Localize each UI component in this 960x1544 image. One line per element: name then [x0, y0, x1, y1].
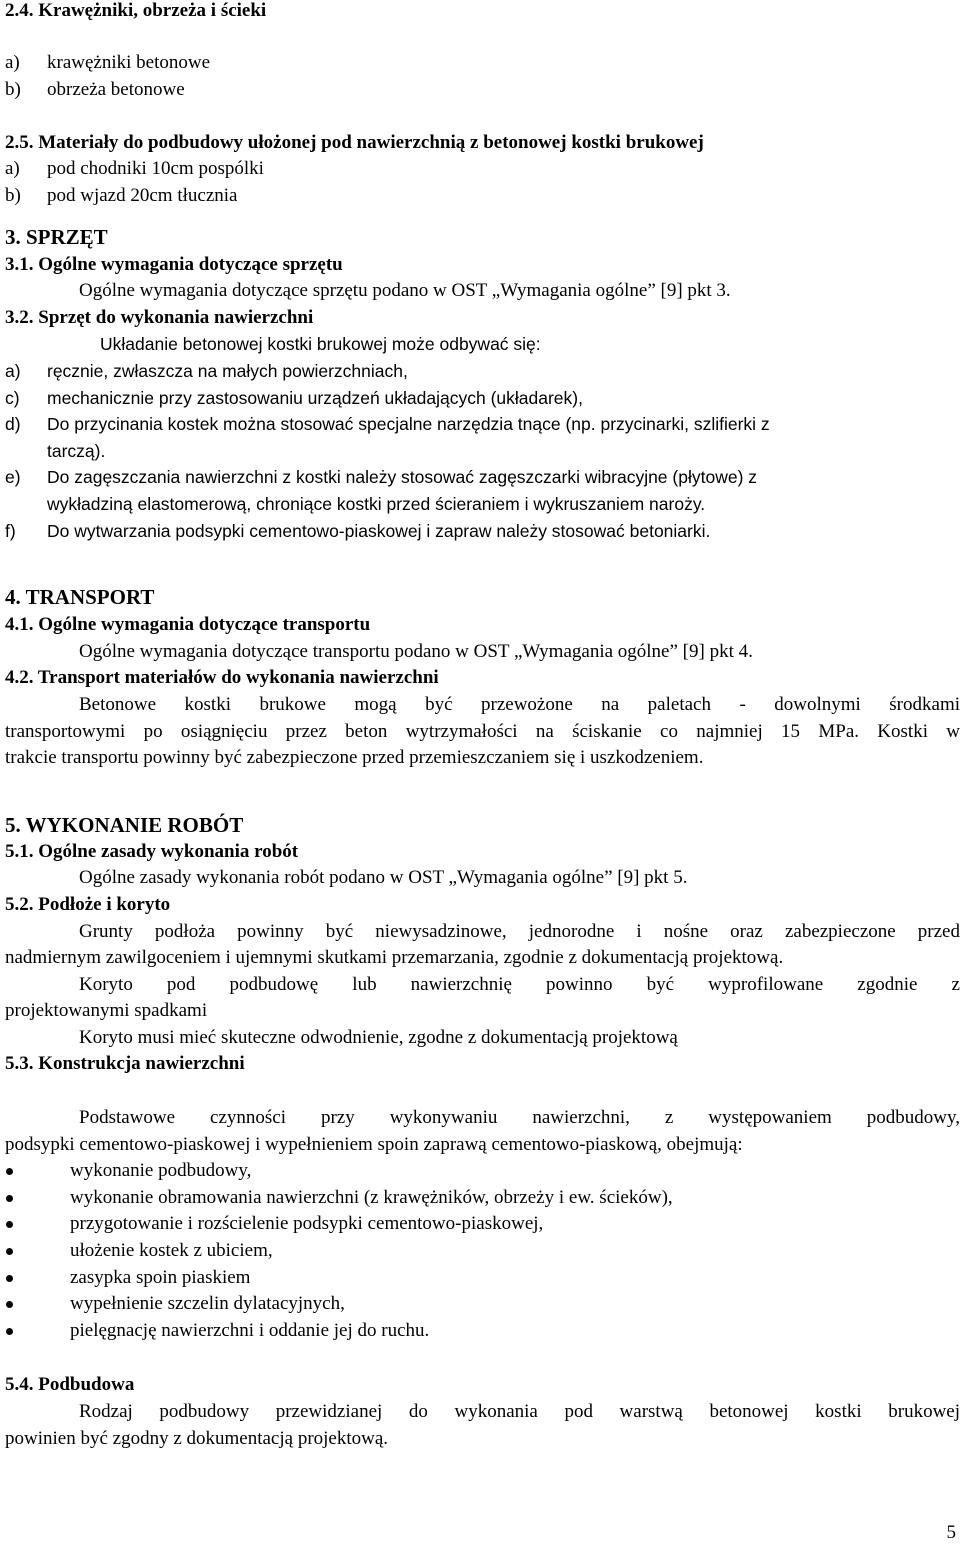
paragraph: powinien być zgodny z dokumentacją projektową. [5, 1428, 389, 1449]
list-item: d) Do przycinania kostek można stosować specjalne narzędzia tnące (np. przycinarki, szlifierki z [5, 414, 770, 434]
bullet-icon [6, 1221, 13, 1228]
list-item: b) pod wjazd 20cm tłucznia [5, 185, 238, 206]
paragraph: Betonowe kostki brukowe mogą być przewożone na paletach - dowolnymi środkami [79, 694, 960, 715]
paragraph: trakcie transportu powinny być zabezpieczone przed przemieszczaniem się i uszkodzeniem. [5, 747, 704, 768]
list-item: a) pod chodniki 10cm pospólki [5, 158, 264, 179]
heading-4-1: 4.1. Ogólne wymagania dotyczące transportu [5, 614, 371, 635]
heading-2-5: 2.5. Materiały do podbudowy ułożonej pod nawierzchnią z betonowej kostki brukowej [5, 132, 704, 153]
heading-5-3: 5.3. Konstrukcja nawierzchni [5, 1053, 245, 1074]
heading-4-2: 4.2. Transport materiałów do wykonania nawierzchni [5, 667, 439, 688]
page-number: 5 [946, 1522, 956, 1543]
heading-2-4: 2.4. Krawężniki, obrzeża i ścieki [5, 0, 267, 21]
paragraph: projektowanymi spadkami [5, 1000, 208, 1021]
paragraph: Ogólne zasady wykonania robót podano w OST „Wymagania ogólne” [9] pkt 5. [79, 867, 688, 888]
list-item-continuation: tarczą). [47, 441, 106, 461]
paragraph: Grunty podłoża powinny być niewysadzinowe, jednorodne i nośne oraz zabezpieczone przed [79, 921, 960, 942]
paragraph: podsypki cementowo-piaskowej i wypełnieniem spoin zaprawą cementowo-piaskową, obejmują: [5, 1134, 743, 1155]
heading-5-4: 5.4. Podbudowa [5, 1374, 135, 1395]
paragraph: Koryto musi mieć skuteczne odwodnienie, zgodne z dokumentacją projektową [79, 1027, 678, 1048]
bullet-icon [6, 1168, 13, 1175]
paragraph: Koryto pod podbudowę lub nawierzchnię powinno być wyprofilowane zgodnie z [79, 974, 960, 995]
paragraph: Rodzaj podbudowy przewidzianej do wykonania pod warstwą betonowej kostki brukowej [79, 1401, 960, 1422]
heading-4: 4. TRANSPORT [5, 585, 155, 609]
paragraph: Podstawowe czynności przy wykonywaniu nawierzchni, z występowaniem podbudowy, [79, 1107, 960, 1128]
bullet-icon [6, 1301, 13, 1308]
list-item: c) mechanicznie przy zastosowaniu urządzeń układających (układarek), [5, 388, 583, 408]
paragraph: Ogólne wymagania dotyczące sprzętu podano w OST „Wymagania ogólne” [9] pkt 3. [79, 280, 731, 301]
paragraph: Ogólne wymagania dotyczące transportu podano w OST „Wymagania ogólne” [9] pkt 4. [79, 641, 753, 662]
list-item: e) Do zagęszczania nawierzchni z kostki należy stosować zagęszczarki wibracyjne (płytowe) z [5, 467, 758, 487]
heading-5-1: 5.1. Ogólne zasady wykonania robót [5, 841, 299, 862]
heading-5-2: 5.2. Podłoże i koryto [5, 894, 171, 915]
heading-3-1: 3.1. Ogólne wymagania dotyczące sprzętu [5, 254, 343, 275]
paragraph: transportowymi po osiągnięciu przez beton wytrzymałości na ściskanie co najmniej 15 MPa. Kostki w [5, 721, 960, 742]
document-page: 2.4. Krawężniki, obrzeża i ścieki a) krawężniki betonowe b) obrzeża betonowe 2.5. Materiały do podbudowy ułożonej pod nawierzchnią z betonowej kostki brukowej a) pod chodniki 10cm pospólki b) pod wjazd 20cm tłucznia 3. SPRZĘT 3.1. Ogólne wymagania dotyczące sprzętu Ogólne wymagania dotyczące sprzętu podano w OST „Wymagania ogólne” [9] pkt 3. 3.2. Sprzęt do wykonania nawierzchni Układanie betonowej kostki brukowej może odbywać się: a) ręcznie, zwłaszcza na małych powierzchniach, c) mechanicznie przy zastosowaniu urządzeń układających (układarek), d) Do przycinania kostek można stosować specjalne narzędzia tnące (np. przycinarki, szlifierki z tarczą). e) Do zagęszczania nawierzchni z kostki należy stosować zagęszczarki wibracyjne (płytowe) z wykładziną elastomerową, chroniące kostki przed ścieraniem i wykruszaniem naroży. f) Do wytwarzania podsypki cementowo-piaskowej i zapraw należy stosować betoniarki. 4. TRANSPORT 4.1. Ogólne wymagania dotyczące transportu Ogólne wymagania dotyczące transportu podano w OST „Wymagania ogólne” [9] pkt 4. 4.2. Transport materiałów do wykonania nawierzchni Betonowe kostki brukowe mogą być przewożone na paletach - dowolnymi środkami transportowymi po osiągnięciu przez beton wytrzymałości na ściskanie co najmniej 15 MPa. Kostki w trakcie transportu powinny być zabezpieczone przed przemieszczaniem się i uszkodzeniem. 5. WYKONANIE ROBÓT 5.1. Ogólne zasady wykonania robót Ogólne zasady wykonania robót podano w OST „Wymagania ogólne” [9] pkt 5. 5.2. Podłoże i koryto Grunty podłoża powinny być niewysadzinowe, jednorodne i nośne oraz zabezpieczone przed nadmiernym zawilgoceniem i ujemnymi skutkami przemarzania, zgodnie z dokumentacją projektową. Koryto pod podbudowę lub nawierzchnię powinno być wyprofilowane zgodnie z projektowanymi spadkami Koryto musi mieć skuteczne odwodnienie, zgodne z dokumentacją projektową 5.3. Konstrukcja nawierzchni Podstawowe czynności przy wykonywaniu nawierzchni, z występowaniem podbudowy, podsypki cementowo-piaskowej i wypełnieniem spoin zaprawą cementowo-piaskową, obejmują: wykonanie podbudowy, wykonanie obramowania nawierzchni (z krawężników, obrzeży i ew. ścieków), przygotowanie i rozścielenie podsypki cementowo-piaskowej, ułożenie kostek z ubiciem, zasypka spoin piaskiem wypełnienie szczelin dylatacyjnych, pielęgnację nawierzchni i oddanie jej do ruchu. 5.4. Podbudowa Rodzaj podbudowy przewidzianej do wykonania pod warstwą betonowej kostki brukowej powinien być zgodny z dokumentacją projektową. 5 [5, 0, 960, 1543]
bullet-icon [6, 1248, 13, 1255]
list-item: a) ręcznie, zwłaszcza na małych powierzchniach, [5, 361, 408, 381]
paragraph: nadmiernym zawilgoceniem i ujemnymi skutkami przemarzania, zgodnie z dokumentacją projektową. [5, 947, 784, 968]
heading-3-2: 3.2. Sprzęt do wykonania nawierzchni [5, 307, 314, 328]
list-item: b) obrzeża betonowe [5, 79, 185, 100]
list-item: a) krawężniki betonowe [5, 52, 211, 73]
bullet-icon [6, 1195, 13, 1202]
bullet-icon [6, 1328, 13, 1335]
list-item-continuation: wykładziną elastomerową, chroniące kostki przed ścieraniem i wykruszaniem naroży. [47, 494, 706, 514]
list-item: f) Do wytwarzania podsypki cementowo-piaskowej i zapraw należy stosować betoniarki. [5, 521, 711, 541]
bullet-icon [6, 1275, 13, 1282]
heading-5: 5. WYKONANIE ROBÓT [5, 813, 244, 837]
heading-3: 3. SPRZĘT [5, 225, 108, 249]
paragraph: Układanie betonowej kostki brukowej może odbywać się: [100, 334, 541, 354]
